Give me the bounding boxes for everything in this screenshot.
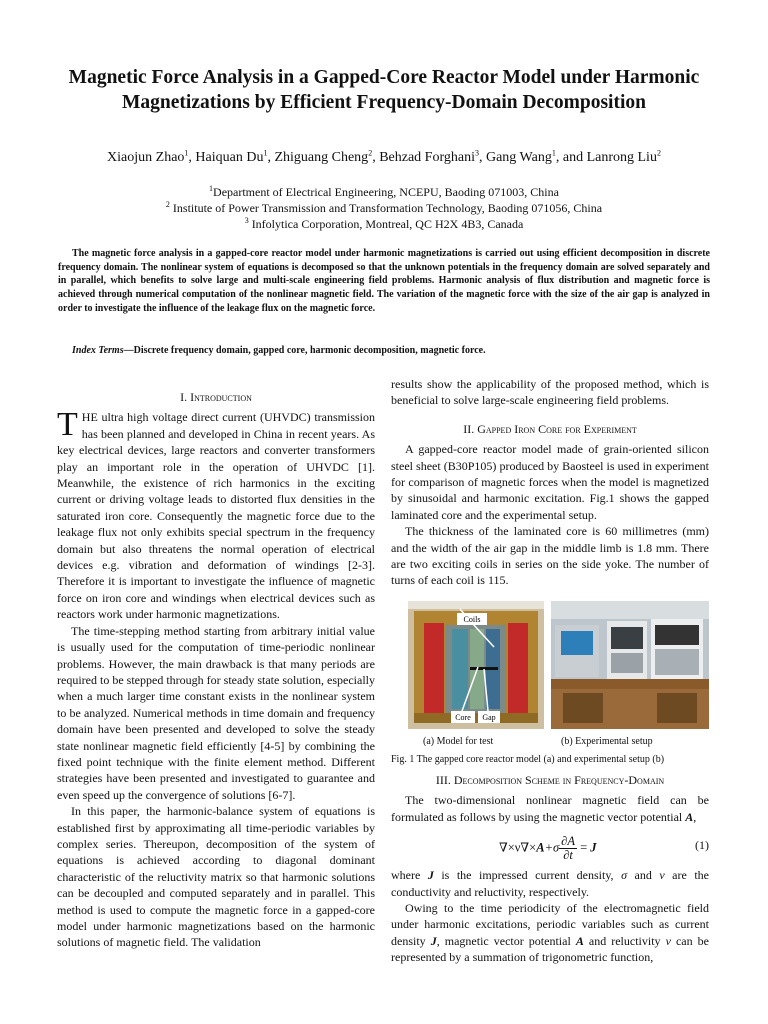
- reactor-model-illustration: [408, 601, 544, 729]
- abstract: The magnetic force analysis in a gapped-core reactor model under harmonic magnetizations is carried out using efficient decomposition in discrete frequency domain. The nonlinear system of equations is decomposed so that the unknown potentials in the frequency domain are solved separately and in parallel, which benefits to solve large and multi-scale engineering field problems. Harmonic analysis of flux distribution and magnetic force is achieved through numerical computation of the nonlinear magnetic field. The variation of the magnetic force with the size of the air gap is analyzed in order to investigate the influence of the leakage flux on the magnetic force.: [58, 248, 710, 314]
- affiliation: $^1$Department of Electrical Engineering, NCEPU, Baoding 071003, China: [209, 184, 559, 199]
- label-gap: Gap: [482, 712, 496, 722]
- paper-title: Magnetic Force Analysis in a Gapped-Core Reactor Model under Harmonic Magnetizations by Efficient Frequency-Domain Decomposition: [68, 67, 700, 113]
- section-heading-gapped-core: II. Gapped Iron Core for Experiment: [463, 421, 637, 436]
- index-terms-text: —Discrete frequency domain, gapped core, harmonic decomposition, magnetic force.: [123, 345, 486, 356]
- affiliation: $^3$ Infolytica Corporation, Montreal, QC H2X 4B3, Canada: [244, 216, 524, 231]
- photo-model-for-test: [408, 601, 544, 729]
- author-list: [40, 150, 728, 166]
- left-column: [57, 376, 375, 951]
- affiliation-list: [40, 184, 728, 232]
- label-coils: Coils: [463, 614, 481, 624]
- figure-1: [391, 601, 709, 766]
- right-paragraph-0: results show the applicability of the proposed method, which is beneficial to solve large-scale engineering field problems.: [391, 377, 709, 408]
- section-heading-introduction: I. Introduction: [180, 390, 252, 404]
- lab-setup-illustration: [551, 601, 709, 729]
- index-terms-label: Index Terms: [72, 345, 124, 356]
- section-heading-decomposition: III. Decomposition Scheme in Frequency-Domain: [435, 772, 665, 787]
- author: Gang Wang$^1$, and: [485, 148, 587, 165]
- author: Behzad Forghani$^3$,: [379, 148, 486, 165]
- index-terms: [58, 345, 710, 356]
- author: Lanrong Liu$^2$: [586, 148, 661, 165]
- intro-paragraph-2: The time-stepping method starting from arbitrary initial value is usually used for the computation of time-periodic nonlinear problems. However, the main drawback is that many periods are required to be stepped through for steady state solution, especially when a much larger time constant exists in the nonlinear system to be analyzed. Numerical methods in time domain and frequency domain have been presented and developed to solve the steady state nonlinear magnetic field efficiently [4-5] by combining the fixed point technique with the finite element method. Different strategies have been presented and investigated to guarantee and even speed up the convergence of solutions [6-7].: [57, 623, 375, 802]
- drop-cap: T: [57, 406, 78, 444]
- intro-paragraph-1: THE ultra high voltage direct current (UHVDC) transmission has been planned and developed in China in recent years. As key electrical devices, large reactors and converter transformers play an important role in the operation of UHVDC [1]. Meanwhile, the existence of rich harmonics in the exciting current or driving voltage leads to distorted flux densities in the saturated iron core. Consequently the magnetic force due to the leakage flux not only exhibits special spectrum in the frequency domain but also threatens the normal operation of electrical devices e.g. vibration and deformation of windings [2-3]. Therefore it is important to investigate the influence of magnetic force on iron core and windings when electrical devices such as reactors work under harmonic magnetizations.: [57, 406, 375, 622]
- intro-paragraph-3: In this paper, the harmonic-balance system of equations is established first by approximating all time-periodic variables by complex series. Thereupon, decomposition of the system of equations is achieved according to diagonal dominant characteristic of the reluctivity matrix so that harmonic solutions can be decoupled and computed separately and in parallel. This method is used to compute the magnetic force in a gapped-core model under harmonic magnetizations based on the harmonic solutions of magnetic field. The validation: [57, 804, 375, 950]
- equation-number: (1): [695, 838, 709, 853]
- affiliation: $^2$ Institute of Power Transmission and Transformation Technology, Baoding 071056, China: [165, 200, 603, 215]
- author: Zhiguang Cheng$^2$,: [274, 148, 380, 165]
- sec3-paragraph-1: The two-dimensional nonlinear magnetic field can be formulated as follows by using the magnetic vector potential A,: [391, 793, 709, 824]
- photo-experimental-setup: [551, 601, 709, 729]
- subcaption-b: (b) Experimental setup: [561, 735, 653, 747]
- sec2-paragraph-2: The thickness of the laminated core is 60 millimetres (mm) and the width of the air gap in the middle limb is 1.8 mm. There are two exciting coils in series on the side yoke. The number of turns of each coil is 115.: [391, 524, 709, 588]
- author: Haiquan Du$^1$,: [195, 148, 275, 165]
- subcaption-a: (a) Model for test: [423, 735, 494, 747]
- equation-1: [391, 827, 709, 863]
- sec3-paragraph-2: where J is the impressed current density, σ and ν are the conductivity and reluctivity, respectively.: [391, 868, 709, 899]
- sec2-paragraph-1: A gapped-core reactor model made of grain-oriented silicon steel sheet (B30P105) produced by Baosteel is used in experiment for comparison of magnetic forces when the model is magnetized by sinusoidal and harmonic excitation. Fig.1 shows the gapped laminated core and the experimental setup.: [391, 442, 709, 522]
- figure-caption: Fig. 1 The gapped core reactor model (a) and experimental setup (b): [391, 753, 665, 765]
- author: Xiaojun Zhao$^1$,: [107, 148, 196, 165]
- equation-expression: ∇×ν∇×A+σ $\frac{\partial A}{\partial t}$ = J: [499, 834, 597, 863]
- right-column: [391, 376, 709, 966]
- sec3-paragraph-3: Owing to the time periodicity of the electromagnetic field under harmonic excitations, periodic variables such as current density J, magnetic vector potential A and reluctivity ν can be represented by a summation of trigonometric function,: [391, 900, 709, 965]
- label-core: Core: [455, 712, 471, 722]
